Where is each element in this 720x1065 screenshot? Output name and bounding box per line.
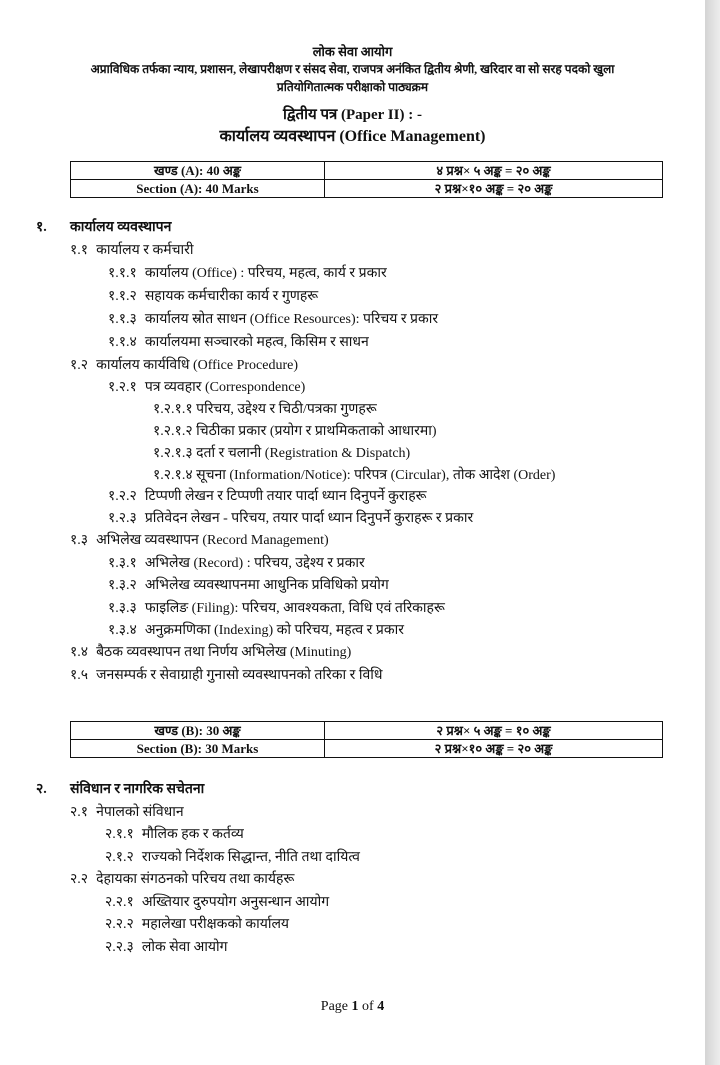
syllabus-item: २.२.३ लोक सेवा आयोग [105, 940, 228, 955]
syllabus-item: १.१.१ कार्यालय (Office) : परिचय, महत्व, कार्य र प्रकार [108, 266, 387, 281]
syllabus-subitem: १.२.१.२ चिठीका प्रकार (प्रयोग र प्राथमिकताको आधारमा) [153, 424, 437, 439]
syllabus-item: २.१ नेपालको संविधान [70, 805, 184, 820]
marks-b-left-1: खण्ड (B): 30 अङ्क [71, 722, 325, 740]
header-service-line: अप्राविधिक तर्फका न्याय, प्रशासन, लेखापरीक्षण र संसद सेवा, राजपत्र अनंकित द्वितीय श्रेणी, खरिदार वा सो सरह पदको खुला [90, 62, 615, 76]
section-1-title: कार्यालय व्यवस्थापन [70, 220, 172, 235]
page-number: Page 1 of 4 [320, 999, 385, 1014]
marks-b-left-2: Section (B): 30 Marks [71, 740, 325, 758]
syllabus-item: २.२.२ महालेखा परीक्षकको कार्यालय [105, 917, 290, 932]
paper-title: द्वितीय पत्र (Paper II) : - [283, 107, 422, 123]
syllabus-item: १.३.३ फाइलिङ (Filing): परिचय, आवश्यकता, विधि एवं तरिकाहरू [108, 601, 445, 616]
marks-table-section-b [70, 721, 663, 758]
header-exam-line: प्रतियोगितात्मक परीक्षाको पाठ्यक्रम [276, 80, 429, 94]
subject-title: कार्यालय व्यवस्थापन (Office Management) [219, 128, 486, 145]
marks-table-section-a [70, 161, 663, 198]
marks-b-right-1: २ प्रश्न× ५ अङ्क = १० अङ्क [325, 722, 663, 740]
marks-b-right-2: २ प्रश्न×१० अङ्क = २० अङ्क [325, 740, 663, 758]
syllabus-item: १.१.२ सहायक कर्मचारीका कार्य र गुणहरू [108, 289, 319, 304]
syllabus-item: १.१ कार्यालय र कर्मचारी [70, 243, 194, 258]
syllabus-item: २.१.२ राज्यको निर्देशक सिद्धान्त, नीति तथा दायित्व [105, 850, 360, 865]
syllabus-item: १.४ बैठक व्यवस्थापन तथा निर्णय अभिलेख (Minuting) [70, 645, 352, 660]
marks-a-left-2: Section (A): 40 Marks [71, 180, 325, 198]
syllabus-item: १.१.४ कार्यालयमा सञ्चारको महत्व, किसिम र साधन [108, 335, 369, 350]
syllabus-item: २.२ देहायका संगठनको परिचय तथा कार्यहरू [70, 872, 295, 887]
syllabus-item: १.३.२ अभिलेख व्यवस्थापनमा आधुनिक प्रविधिको प्रयोग [108, 578, 389, 593]
syllabus-subitem: १.२.१.१ परिचय, उद्देश्य र चिठी/पत्रका गुणहरू [153, 402, 377, 417]
syllabus-item: १.२.३ प्रतिवेदन लेखन - परिचय, तयार पार्दा ध्यान दिनुपर्ने कुराहरू र प्रकार [108, 511, 474, 526]
page-edge-shadow [705, 0, 720, 1065]
syllabus-item: १.५ जनसम्पर्क र सेवाग्राही गुनासो व्यवस्थापनको तरिका र विधि [70, 668, 383, 683]
syllabus-item: १.३.४ अनुक्रमणिका (Indexing) को परिचय, महत्व र प्रकार [108, 623, 404, 638]
section-1-number: १. [36, 220, 47, 235]
syllabus-subitem: १.२.१.३ दर्ता र चलानी (Registration & Dispatch) [153, 446, 411, 461]
header-org: लोक सेवा आयोग [312, 44, 393, 59]
marks-a-left-1: खण्ड (A): 40 अङ्क [71, 162, 325, 180]
syllabus-item: १.२.१ पत्र व्यवहार (Correspondence) [108, 380, 306, 395]
syllabus-item: २.२.१ अख्तियार दुरुपयोग अनुसन्धान आयोग [105, 895, 330, 910]
section-2-title: संविधान र नागरिक सचेतना [70, 782, 205, 797]
marks-a-right-1: ४ प्रश्न× ५ अङ्क = २० अङ्क [325, 162, 663, 180]
syllabus-item: १.२ कार्यालय कार्यविधि (Office Procedure) [70, 358, 299, 373]
syllabus-item: १.१.३ कार्यालय स्रोत साधन (Office Resources): परिचय र प्रकार [108, 312, 439, 327]
syllabus-item: २.१.१ मौलिक हक र कर्तव्य [105, 827, 244, 842]
syllabus-item: १.३ अभिलेख व्यवस्थापन (Record Management) [70, 533, 329, 548]
syllabus-item: १.२.२ टिप्पणी लेखन र टिप्पणी तयार पार्दा ध्यान दिनुपर्ने कुराहरू [108, 489, 427, 504]
syllabus-item: १.३.१ अभिलेख (Record) : परिचय, उद्देश्य र प्रकार [108, 556, 365, 571]
section-2-number: २. [36, 782, 47, 797]
marks-a-right-2: २ प्रश्न×१० अङ्क = २० अङ्क [325, 180, 663, 198]
syllabus-subitem: १.२.१.४ सूचना (Information/Notice): परिपत्र (Circular), तोक आदेश (Order) [153, 468, 556, 483]
